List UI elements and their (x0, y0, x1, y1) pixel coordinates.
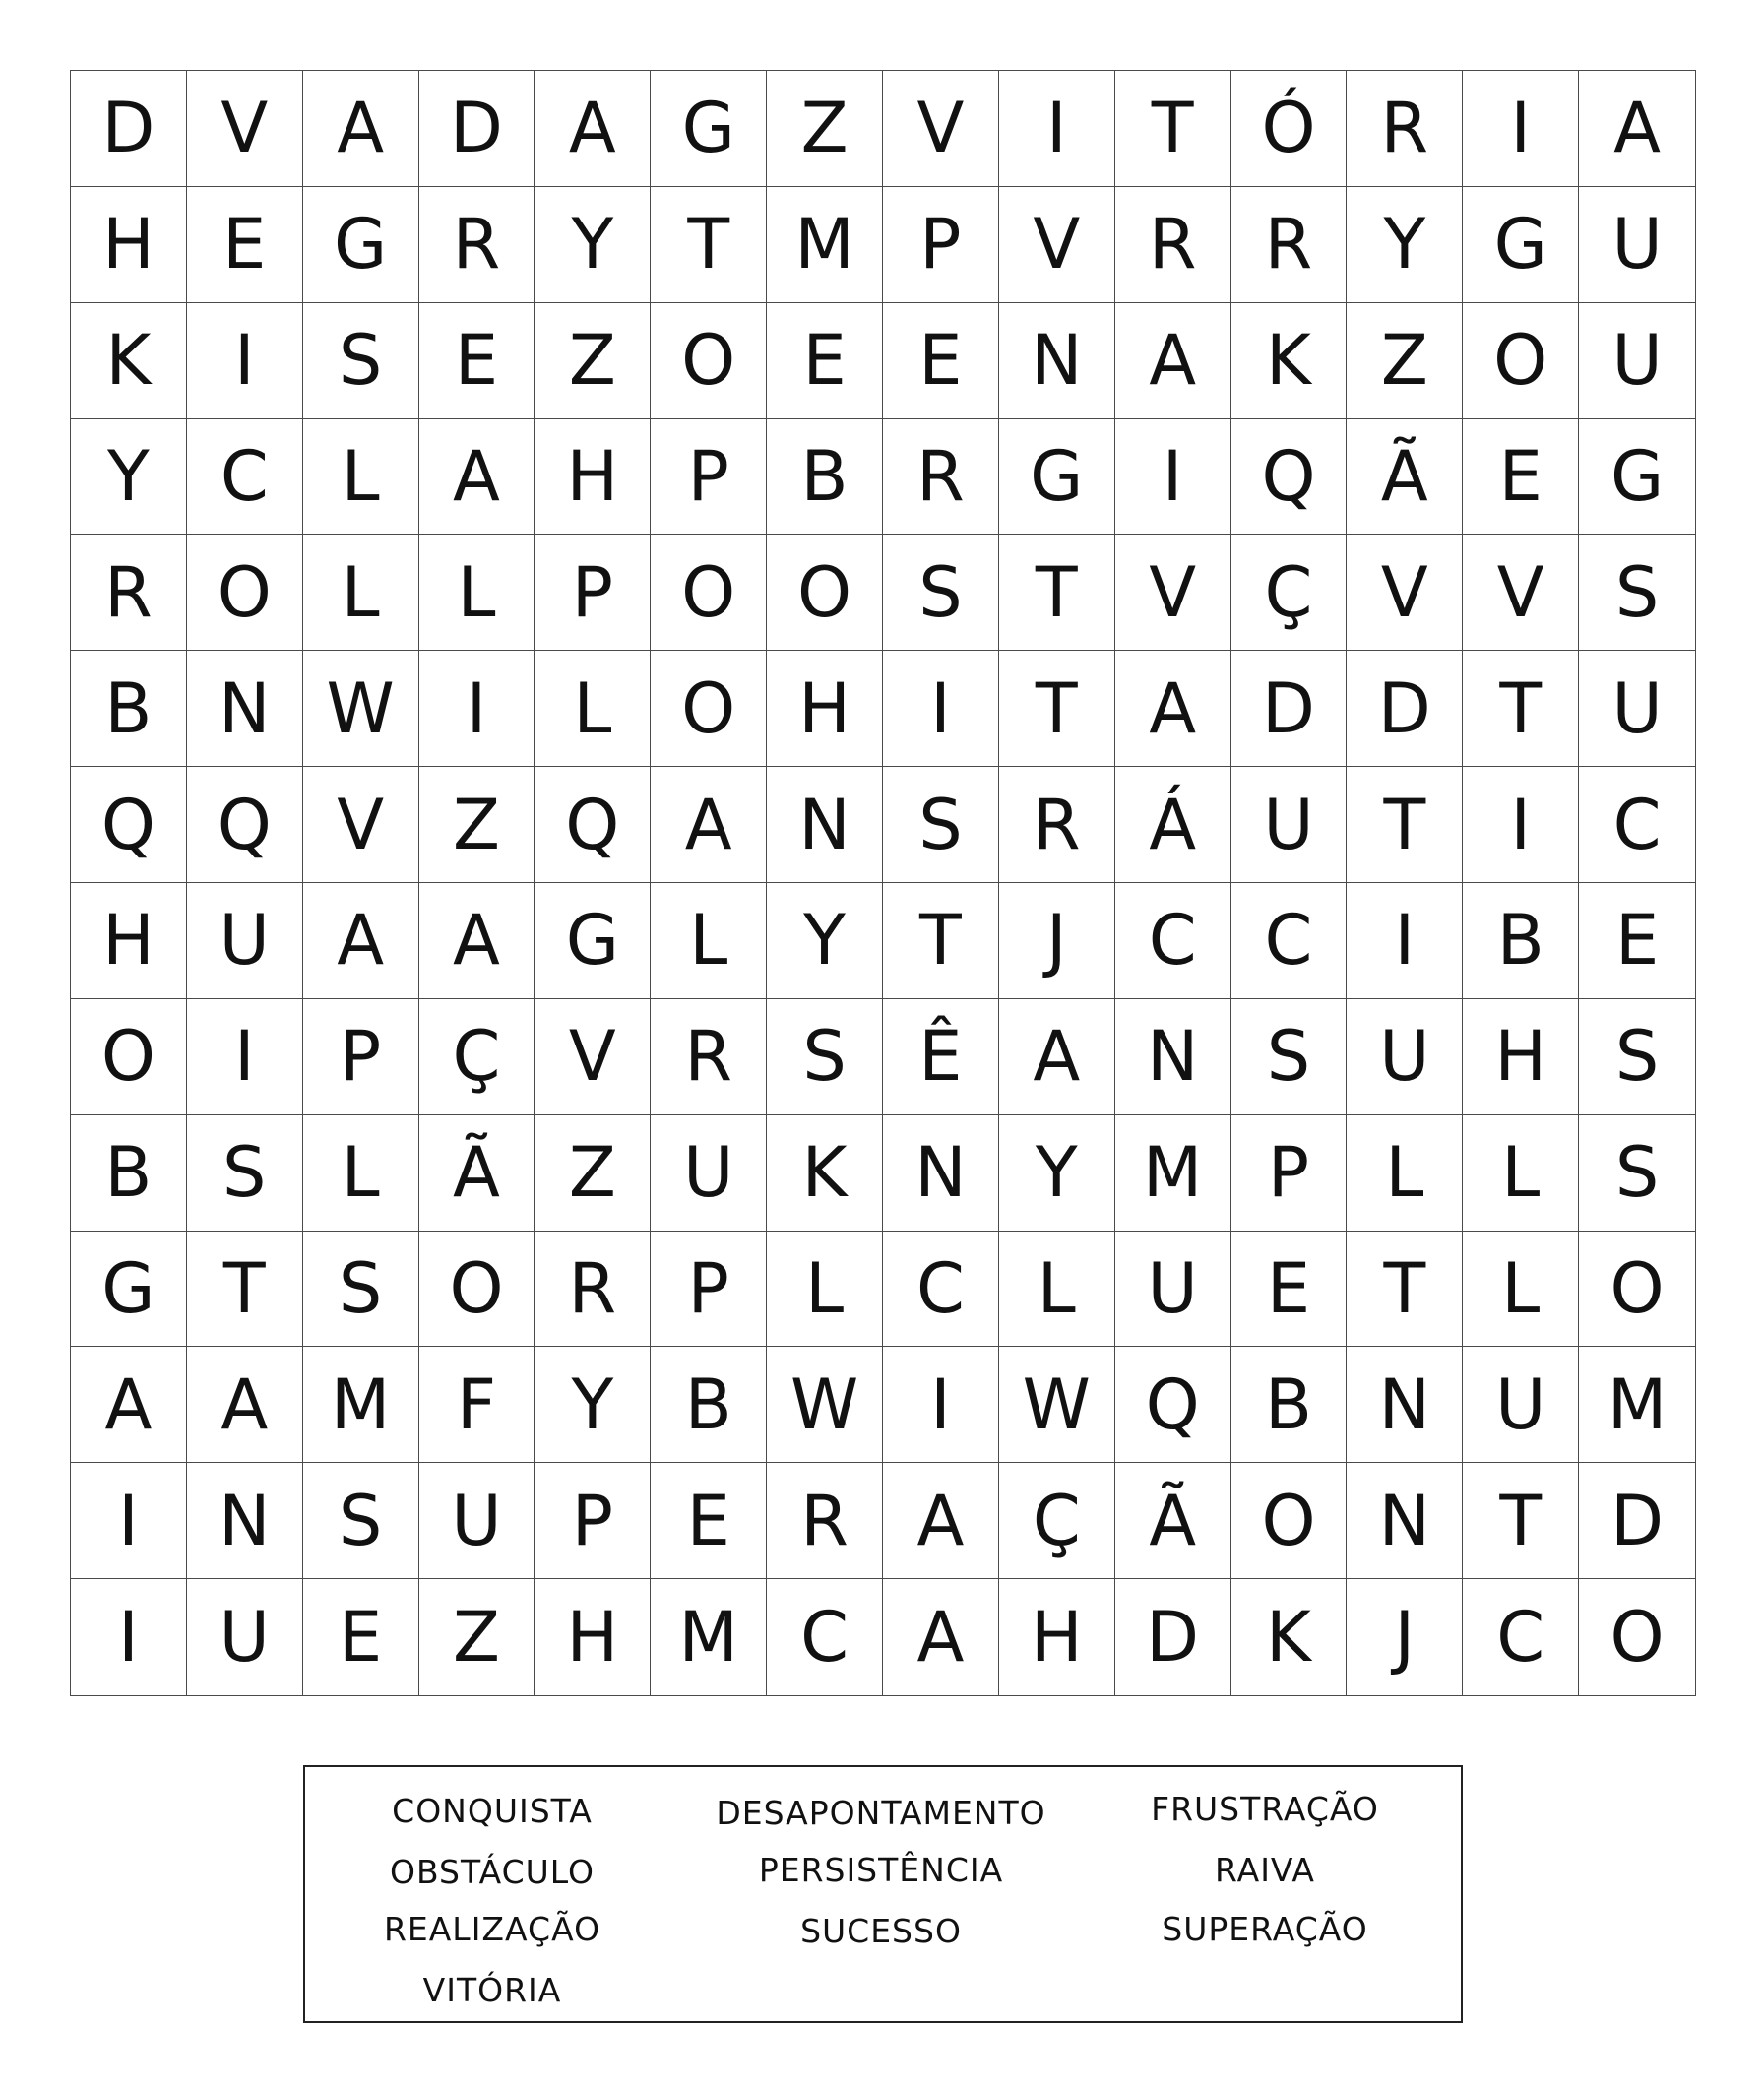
grid-cell[interactable]: P (651, 419, 767, 536)
grid-cell[interactable]: A (303, 71, 419, 187)
grid-cell[interactable]: O (651, 535, 767, 651)
grid-cell[interactable]: E (303, 1579, 419, 1695)
grid-cell[interactable]: Q (535, 767, 651, 883)
word-bank-item: REALIZAÇÃO (383, 1910, 601, 1948)
grid-cell[interactable]: A (187, 1347, 303, 1463)
grid-cell[interactable]: O (1231, 1463, 1348, 1579)
grid-cell[interactable]: I (187, 303, 303, 419)
grid-cell[interactable]: D (71, 71, 187, 187)
grid-cell[interactable]: Z (535, 303, 651, 419)
grid-cell[interactable]: Y (767, 883, 883, 999)
grid-cell[interactable]: I (1347, 883, 1463, 999)
grid-cell[interactable]: H (535, 1579, 651, 1695)
grid-cell[interactable]: S (303, 1463, 419, 1579)
grid-cell[interactable]: Á (1115, 767, 1231, 883)
grid-cell[interactable]: I (1463, 767, 1579, 883)
grid-cell[interactable]: A (1115, 651, 1231, 767)
grid-cell[interactable]: V (999, 187, 1115, 303)
grid-cell[interactable]: U (651, 1115, 767, 1232)
grid-cell[interactable]: C (1115, 883, 1231, 999)
grid-cell[interactable]: K (1231, 1579, 1348, 1695)
grid-cell[interactable]: K (767, 1115, 883, 1232)
grid-cell[interactable]: T (1347, 767, 1463, 883)
grid-cell[interactable]: T (1115, 71, 1231, 187)
grid-cell[interactable]: E (419, 303, 536, 419)
grid-cell[interactable]: S (1579, 1115, 1695, 1232)
grid-cell[interactable]: S (883, 767, 999, 883)
grid-cell[interactable]: Ç (419, 999, 536, 1115)
grid-cell[interactable]: O (187, 535, 303, 651)
grid-cell[interactable]: I (1115, 419, 1231, 536)
grid-cell[interactable]: C (883, 1232, 999, 1348)
grid-cell[interactable]: U (1579, 651, 1695, 767)
grid-cell[interactable]: O (71, 999, 187, 1115)
grid-cell[interactable]: Y (535, 187, 651, 303)
grid-cell[interactable]: A (419, 883, 536, 999)
grid-cell[interactable]: G (651, 71, 767, 187)
grid-cell[interactable]: R (535, 1232, 651, 1348)
grid-cell[interactable]: D (1579, 1463, 1695, 1579)
grid-cell[interactable]: L (1347, 1115, 1463, 1232)
grid-cell[interactable]: R (767, 1463, 883, 1579)
grid-cell[interactable]: Y (1347, 187, 1463, 303)
grid-cell[interactable]: Ê (883, 999, 999, 1115)
grid-cell[interactable]: Z (535, 1115, 651, 1232)
grid-cell[interactable]: S (883, 535, 999, 651)
grid-cell[interactable]: O (1579, 1232, 1695, 1348)
grid-cell[interactable]: R (651, 999, 767, 1115)
word-bank-item: RAIVA (1215, 1851, 1315, 1889)
grid-cell[interactable]: I (71, 1463, 187, 1579)
grid-cell[interactable]: E (883, 303, 999, 419)
grid-cell[interactable]: P (535, 535, 651, 651)
grid-cell[interactable]: V (535, 999, 651, 1115)
grid-cell[interactable]: B (71, 651, 187, 767)
grid-cell[interactable]: B (71, 1115, 187, 1232)
grid-cell[interactable]: V (883, 71, 999, 187)
grid-cell[interactable]: Y (535, 1347, 651, 1463)
grid-cell[interactable]: W (767, 1347, 883, 1463)
grid-cell[interactable]: I (883, 1347, 999, 1463)
grid-cell[interactable]: Y (71, 419, 187, 536)
grid-cell[interactable]: C (187, 419, 303, 536)
grid-cell[interactable]: Ó (1231, 71, 1348, 187)
grid-cell[interactable]: L (303, 535, 419, 651)
grid-cell[interactable]: Ã (1347, 419, 1463, 536)
grid-cell[interactable]: W (999, 1347, 1115, 1463)
grid-cell[interactable]: T (1347, 1232, 1463, 1348)
grid-cell[interactable]: L (1463, 1232, 1579, 1348)
grid-cell[interactable]: Z (767, 71, 883, 187)
grid-cell[interactable]: L (651, 883, 767, 999)
grid-cell[interactable]: G (1463, 187, 1579, 303)
grid-cell[interactable]: H (1463, 999, 1579, 1115)
grid-cell[interactable]: C (1231, 883, 1348, 999)
grid-cell[interactable]: P (1231, 1115, 1348, 1232)
grid-cell[interactable]: D (1347, 651, 1463, 767)
grid-cell[interactable]: O (767, 535, 883, 651)
grid-cell[interactable]: T (187, 1232, 303, 1348)
grid-cell[interactable]: Z (419, 767, 536, 883)
grid-cell[interactable]: B (767, 419, 883, 536)
grid-cell[interactable]: D (1115, 1579, 1231, 1695)
grid-cell[interactable]: S (1579, 999, 1695, 1115)
grid-cell[interactable]: T (999, 651, 1115, 767)
grid-cell[interactable]: U (187, 883, 303, 999)
grid-cell[interactable]: T (1463, 651, 1579, 767)
grid-cell[interactable]: C (1463, 1579, 1579, 1695)
grid-cell[interactable]: Ç (1231, 535, 1348, 651)
word-bank-item: SUCESSO (800, 1912, 962, 1950)
grid-cell[interactable]: I (187, 999, 303, 1115)
grid-cell[interactable]: S (1231, 999, 1348, 1115)
grid-cell[interactable]: L (303, 1115, 419, 1232)
grid-cell[interactable]: L (999, 1232, 1115, 1348)
grid-cell[interactable]: B (651, 1347, 767, 1463)
word-bank-item: VITÓRIA (422, 1971, 562, 2009)
grid-cell[interactable]: J (1347, 1579, 1463, 1695)
grid-cell[interactable]: E (1579, 883, 1695, 999)
grid-cell[interactable]: Z (1347, 303, 1463, 419)
grid-cell[interactable]: S (1579, 535, 1695, 651)
grid-cell[interactable]: B (1463, 883, 1579, 999)
grid-cell[interactable]: G (999, 419, 1115, 536)
grid-cell[interactable]: U (1463, 1347, 1579, 1463)
grid-cell[interactable]: A (1115, 303, 1231, 419)
grid-cell[interactable]: N (187, 1463, 303, 1579)
word-bank-item: FRUSTRAÇÃO (1151, 1790, 1379, 1828)
grid-cell[interactable]: A (651, 767, 767, 883)
grid-cell[interactable]: P (303, 999, 419, 1115)
grid-cell[interactable]: A (303, 883, 419, 999)
grid-cell[interactable]: Q (1231, 419, 1348, 536)
grid-cell[interactable]: V (1347, 535, 1463, 651)
grid-cell[interactable]: U (419, 1463, 536, 1579)
grid-cell[interactable]: E (1463, 419, 1579, 536)
word-bank-item: DESAPONTAMENTO (716, 1794, 1046, 1832)
grid-cell[interactable]: D (1231, 651, 1348, 767)
grid-cell[interactable]: S (767, 999, 883, 1115)
grid-cell[interactable]: L (303, 419, 419, 536)
grid-cell[interactable]: R (419, 187, 536, 303)
grid-cell[interactable]: O (651, 303, 767, 419)
grid-cell[interactable]: O (1463, 303, 1579, 419)
grid-cell[interactable]: E (767, 303, 883, 419)
grid-cell[interactable]: C (767, 1579, 883, 1695)
grid-cell[interactable]: L (1463, 1115, 1579, 1232)
grid-cell[interactable]: U (187, 1579, 303, 1695)
grid-cell[interactable]: C (1579, 767, 1695, 883)
grid-cell[interactable]: H (71, 883, 187, 999)
grid-cell[interactable]: P (651, 1232, 767, 1348)
grid-cell[interactable]: V (1463, 535, 1579, 651)
word-search-grid (70, 70, 1696, 1696)
grid-cell[interactable]: N (999, 303, 1115, 419)
grid-cell[interactable]: R (1231, 187, 1348, 303)
grid-cell[interactable]: H (71, 187, 187, 303)
grid-cell[interactable]: J (999, 883, 1115, 999)
grid-cell[interactable]: N (187, 651, 303, 767)
grid-cell[interactable]: V (303, 767, 419, 883)
grid-cell[interactable]: I (883, 651, 999, 767)
grid-cell[interactable]: I (419, 651, 536, 767)
grid-cell[interactable]: P (883, 187, 999, 303)
grid-cell[interactable]: M (651, 1579, 767, 1695)
grid-cell[interactable]: T (651, 187, 767, 303)
grid-cell[interactable]: Ã (1115, 1463, 1231, 1579)
grid-cell[interactable]: M (767, 187, 883, 303)
word-bank-item: PERSISTÊNCIA (758, 1851, 1004, 1889)
grid-cell[interactable]: G (303, 187, 419, 303)
grid-cell[interactable]: T (1463, 1463, 1579, 1579)
grid-cell[interactable]: U (1231, 767, 1348, 883)
grid-cell[interactable]: Q (71, 767, 187, 883)
grid-cell[interactable]: M (1115, 1115, 1231, 1232)
word-bank-item: CONQUISTA (392, 1792, 593, 1830)
grid-cell[interactable]: L (419, 535, 536, 651)
grid-cell[interactable]: R (1347, 71, 1463, 187)
grid-cell[interactable]: A (883, 1463, 999, 1579)
grid-cell[interactable]: N (883, 1115, 999, 1232)
grid-cell[interactable]: E (187, 187, 303, 303)
grid-cell[interactable]: E (1231, 1232, 1348, 1348)
grid-cell[interactable]: H (999, 1579, 1115, 1695)
grid-cell[interactable]: I (71, 1579, 187, 1695)
word-bank-item: SUPERAÇÃO (1162, 1910, 1368, 1948)
grid-cell[interactable]: F (419, 1347, 536, 1463)
grid-cell[interactable]: A (1579, 71, 1695, 187)
grid-cell[interactable]: R (883, 419, 999, 536)
grid-cell[interactable]: W (303, 651, 419, 767)
grid-cell[interactable]: Z (419, 1579, 536, 1695)
grid-cell[interactable]: T (883, 883, 999, 999)
grid-cell[interactable]: P (535, 1463, 651, 1579)
grid-cell[interactable]: U (1115, 1232, 1231, 1348)
grid-cell[interactable]: Q (1115, 1347, 1231, 1463)
grid-cell[interactable]: V (1115, 535, 1231, 651)
grid-cell[interactable]: A (71, 1347, 187, 1463)
grid-cell[interactable]: U (1579, 187, 1695, 303)
grid-cell[interactable]: S (187, 1115, 303, 1232)
grid-cell[interactable]: E (651, 1463, 767, 1579)
grid-cell[interactable]: R (71, 535, 187, 651)
word-bank-item: OBSTÁCULO (390, 1853, 595, 1891)
grid-cell[interactable]: M (1579, 1347, 1695, 1463)
grid-cell[interactable]: R (1115, 187, 1231, 303)
grid-cell[interactable]: U (1347, 999, 1463, 1115)
grid-cell[interactable]: H (767, 651, 883, 767)
grid-cell[interactable]: N (1347, 1347, 1463, 1463)
grid-cell[interactable]: K (1231, 303, 1348, 419)
grid-cell[interactable]: L (535, 651, 651, 767)
word-bank (303, 1765, 1463, 2023)
grid-cell[interactable]: B (1231, 1347, 1348, 1463)
grid-cell[interactable]: R (999, 767, 1115, 883)
grid-cell[interactable]: N (767, 767, 883, 883)
grid-cell[interactable]: D (419, 71, 536, 187)
grid-cell[interactable]: S (303, 303, 419, 419)
grid-cell[interactable]: G (535, 883, 651, 999)
grid-cell[interactable]: L (767, 1232, 883, 1348)
grid-cell[interactable]: O (419, 1232, 536, 1348)
grid-cell[interactable]: I (999, 71, 1115, 187)
grid-cell[interactable]: H (535, 419, 651, 536)
grid-cell[interactable]: A (883, 1579, 999, 1695)
grid-cell[interactable]: I (1463, 71, 1579, 187)
grid-cell[interactable]: Ã (419, 1115, 536, 1232)
grid-cell[interactable]: A (419, 419, 536, 536)
grid-cell[interactable]: G (1579, 419, 1695, 536)
grid-cell[interactable]: M (303, 1347, 419, 1463)
grid-cell[interactable]: S (303, 1232, 419, 1348)
grid-cell[interactable]: Ç (999, 1463, 1115, 1579)
grid-cell[interactable]: N (1347, 1463, 1463, 1579)
grid-cell[interactable]: U (1579, 303, 1695, 419)
grid-cell[interactable]: N (1115, 999, 1231, 1115)
grid-cell[interactable]: A (999, 999, 1115, 1115)
grid-cell[interactable]: V (187, 71, 303, 187)
grid-cell[interactable]: O (1609, 1597, 1665, 1678)
grid-cell[interactable]: A (535, 71, 651, 187)
grid-cell[interactable]: Y (999, 1115, 1115, 1232)
grid-cell[interactable]: T (999, 535, 1115, 651)
grid-cell[interactable]: O (651, 651, 767, 767)
grid-cell[interactable]: G (71, 1232, 187, 1348)
grid-cell[interactable]: Q (187, 767, 303, 883)
grid-cell[interactable]: K (71, 303, 187, 419)
